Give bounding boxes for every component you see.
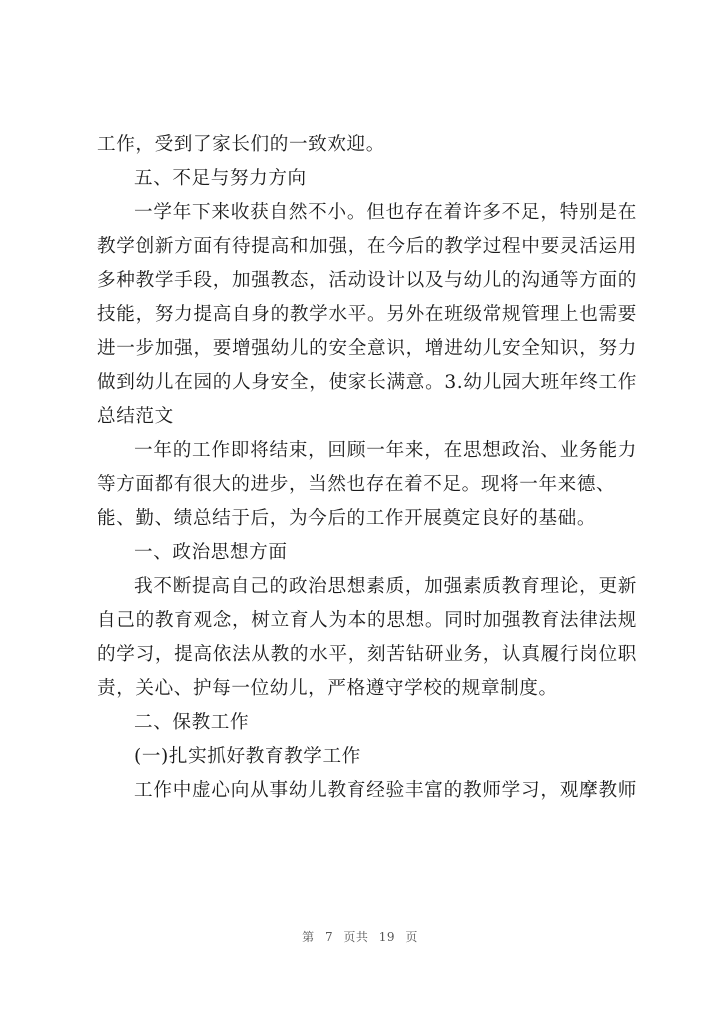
paragraph-line: 一学年下来收获自然不小。但也存在着许多不足，特别是在: [134, 202, 637, 223]
page-label-prefix: 第: [302, 930, 315, 944]
paragraph-line: 等方面都有很大的进步，当然也存在着不足。现将一年来德、: [97, 474, 616, 495]
section-heading-care-education: 二、保教工作: [134, 712, 250, 733]
section-heading-shortcomings: 五、不足与努力方向: [134, 168, 307, 189]
paragraph-line: 的学习，提高依法从教的水平，刻苦钻研业务，认真履行岗位职: [97, 644, 637, 665]
section-heading-politics: 一、政治思想方面: [134, 542, 288, 563]
paragraph-line: 责，关心、护每一位幼儿，严格遵守学校的规章制度。: [97, 678, 558, 699]
subsection-heading: (一)扎实抓好教育教学工作: [134, 746, 361, 767]
paragraph-line: 工作中虚心向从事幼儿教育经验丰富的教师学习，观摩教师: [134, 780, 637, 801]
page-footer: [0, 928, 720, 945]
current-page-number: 7: [324, 930, 334, 944]
paragraph-line: 教学创新方面有待提高和加强，在今后的教学过程中要灵活运用: [97, 236, 637, 257]
document-body: [97, 128, 637, 808]
paragraph-line: 自己的教育观念，树立育人为本的思想。同时加强教育法律法规: [97, 610, 637, 631]
paragraph-line: 做到幼儿在园的人身安全，使家长满意。3.幼儿园大班年终工作: [97, 372, 637, 393]
page-label-suffix: 页: [405, 930, 418, 944]
paragraph-line: 我不断提高自己的政治思想素质，加强素质教育理论，更新: [134, 576, 637, 597]
paragraph-line: 多种教学手段，加强教态，活动设计以及与幼儿的沟通等方面的: [97, 270, 637, 291]
paragraph-line: 技能，努力提高自身的教学水平。另外在班级常规管理上也需要: [97, 304, 637, 325]
paragraph-line: 进一步加强，要增强幼儿的安全意识，增进幼儿安全知识，努力: [97, 338, 637, 359]
text-line-continuation: 工作，受到了家长们的一致欢迎。: [97, 134, 385, 155]
page-label-mid: 页共: [343, 930, 369, 944]
paragraph-line: 一年的工作即将结束，回顾一年来，在思想政治、业务能力: [134, 440, 637, 461]
paragraph-line: 总结范文: [97, 406, 174, 427]
total-page-count: 19: [378, 930, 396, 944]
paragraph-line: 能、勤、绩总结于后，为今后的工作开展奠定良好的基础。: [97, 508, 597, 529]
